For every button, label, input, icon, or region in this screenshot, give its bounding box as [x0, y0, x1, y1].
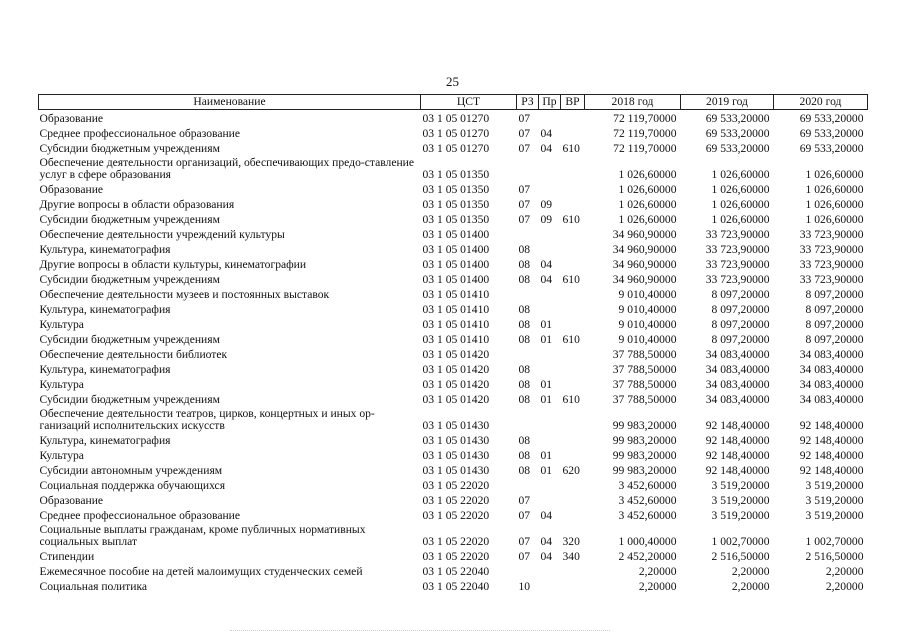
row-vr-cell: 610 — [562, 273, 580, 286]
row-vr-cell — [561, 196, 585, 211]
row-cst-cell: 03 1 05 01350 — [422, 168, 490, 181]
row-name-cell: Субсидии бюджетным учреждениям — [39, 333, 220, 346]
row-rz-cell: 07 — [518, 550, 531, 563]
row-2018-cell: 99 983,20000 — [612, 449, 677, 462]
row-2018-cell: 37 788,50000 — [612, 348, 677, 361]
row-rz-cell — [517, 346, 539, 361]
row-name-cell: Образование — [39, 494, 104, 507]
table-row — [39, 226, 868, 241]
row-rz-cell: 08 — [518, 378, 531, 391]
row-cst-cell: 03 1 05 01430 — [422, 464, 490, 477]
table-row — [39, 548, 868, 563]
row-2018-cell: 99 983,20000 — [612, 434, 677, 447]
row-2020-cell: 1 002,70000 — [805, 535, 864, 548]
row-name-cell: Субсидии бюджетным учреждениям — [39, 273, 220, 286]
row-name-cell: Обеспечение деятельности организаций, обеспечивающих предо-ставление услуг в сфере образования — [39, 156, 415, 181]
row-2019-cell: 92 148,40000 — [705, 419, 770, 432]
row-name-cell: Социальная поддержка обучающихся — [39, 479, 226, 492]
row-vr-cell — [561, 226, 585, 241]
row-2020-cell: 92 148,40000 — [799, 419, 864, 432]
row-vr-cell — [561, 346, 585, 361]
table-row — [39, 432, 868, 447]
row-cst-cell: 03 1 05 01350 — [422, 183, 490, 196]
row-2020-cell: 3 519,20000 — [805, 494, 864, 507]
row-rz-cell: 08 — [518, 303, 531, 316]
row-2020-cell: 33 723,90000 — [799, 228, 864, 241]
row-2018-cell: 72 119,70000 — [613, 127, 677, 140]
row-pr-cell — [539, 286, 561, 301]
table-row — [39, 507, 868, 522]
row-2019-cell: 33 723,90000 — [705, 273, 770, 286]
row-2020-cell: 69 533,20000 — [799, 127, 864, 140]
header-rz: РЗ — [517, 95, 539, 110]
table-row — [39, 346, 868, 361]
row-cst-cell: 03 1 05 01420 — [422, 378, 490, 391]
table-row — [39, 391, 868, 406]
row-2018-cell: 1 026,60000 — [618, 213, 677, 226]
row-2018-cell: 37 788,50000 — [612, 393, 677, 406]
row-2019-cell: 34 083,40000 — [705, 363, 770, 376]
row-name-cell: Субсидии бюджетным учреждениям — [39, 393, 220, 406]
row-2018-cell: 34 960,90000 — [612, 243, 677, 256]
row-name-cell: Социальные выплаты гражданам, кроме публичных нормативных социальных выплат — [39, 523, 366, 548]
row-pr-cell: 01 — [540, 393, 553, 406]
page-number: 25 — [446, 74, 459, 89]
row-pr-cell: 04 — [540, 142, 553, 155]
row-rz-cell — [517, 477, 539, 492]
row-vr-cell — [561, 507, 585, 522]
table-row — [39, 181, 868, 196]
row-2018-cell: 72 119,70000 — [613, 142, 677, 155]
row-name-cell: Другие вопросы в области образования — [39, 198, 235, 211]
row-name-cell: Обеспечение деятельности театров, цирков, концертных и иных ор-ганизаций исполнительских искусств — [39, 407, 375, 432]
row-2020-cell: 8 097,20000 — [805, 318, 864, 331]
table-row — [39, 211, 868, 226]
row-cst-cell: 03 1 05 01270 — [422, 127, 490, 140]
row-2019-cell: 33 723,90000 — [705, 243, 770, 256]
row-rz-cell: 07 — [518, 198, 531, 211]
row-vr-cell — [561, 406, 585, 432]
row-name-cell: Социальная политика — [39, 580, 148, 593]
row-name-cell: Культура — [39, 449, 84, 462]
header-2020: 2020 год — [774, 95, 868, 110]
row-cst-cell: 03 1 05 01400 — [422, 243, 490, 256]
table-row — [39, 155, 868, 181]
row-rz-cell: 07 — [518, 183, 531, 196]
row-cst-cell: 03 1 05 01350 — [422, 198, 490, 211]
table-row — [39, 196, 868, 211]
row-pr-cell: 04 — [540, 550, 553, 563]
row-2019-cell: 92 148,40000 — [705, 434, 770, 447]
row-2020-cell: 2,20000 — [825, 580, 864, 593]
row-pr-cell — [539, 181, 561, 196]
row-2019-cell: 69 533,20000 — [705, 142, 770, 155]
row-cst-cell: 03 1 05 01410 — [422, 318, 490, 331]
table-body — [39, 110, 868, 594]
row-2020-cell: 1 026,60000 — [805, 168, 864, 181]
row-2019-cell: 1 002,70000 — [711, 535, 770, 548]
row-pr-cell: 04 — [540, 273, 553, 286]
row-2018-cell: 34 960,90000 — [612, 258, 677, 271]
row-vr-cell — [561, 477, 585, 492]
row-pr-cell: 04 — [540, 258, 553, 271]
row-rz-cell: 07 — [518, 112, 531, 125]
row-2018-cell: 9 010,40000 — [618, 303, 677, 316]
row-name-cell: Культура — [39, 318, 84, 331]
row-2020-cell: 8 097,20000 — [805, 288, 864, 301]
row-2020-cell: 34 083,40000 — [799, 393, 864, 406]
row-pr-cell: 01 — [540, 318, 553, 331]
row-vr-cell: 610 — [562, 393, 580, 406]
row-pr-cell: 01 — [540, 464, 553, 477]
row-cst-cell: 03 1 05 01400 — [422, 258, 490, 271]
row-2019-cell: 2,20000 — [731, 580, 770, 593]
row-2019-cell: 1 026,60000 — [711, 168, 770, 181]
row-pr-cell — [539, 406, 561, 432]
table-row — [39, 125, 868, 140]
header-vr: ВР — [561, 95, 585, 110]
row-rz-cell: 08 — [518, 273, 531, 286]
row-2020-cell: 34 083,40000 — [799, 348, 864, 361]
table-row — [39, 578, 868, 593]
row-vr-cell — [561, 361, 585, 376]
row-cst-cell: 03 1 05 01420 — [422, 363, 490, 376]
row-cst-cell: 03 1 05 01400 — [422, 228, 490, 241]
row-cst-cell: 03 1 05 01400 — [422, 273, 490, 286]
row-2019-cell: 8 097,20000 — [711, 288, 770, 301]
row-vr-cell — [561, 110, 585, 126]
table-row — [39, 477, 868, 492]
row-rz-cell: 08 — [518, 449, 531, 462]
row-cst-cell: 03 1 05 01410 — [422, 288, 490, 301]
row-2019-cell: 34 083,40000 — [705, 393, 770, 406]
row-rz-cell — [517, 226, 539, 241]
table-row — [39, 301, 868, 316]
row-pr-cell — [539, 563, 561, 578]
table-row — [39, 140, 868, 155]
row-cst-cell: 03 1 05 22020 — [422, 535, 490, 548]
row-pr-cell: 09 — [540, 213, 553, 226]
row-vr-cell — [561, 155, 585, 181]
row-2019-cell: 8 097,20000 — [711, 333, 770, 346]
row-2020-cell: 1 026,60000 — [805, 183, 864, 196]
row-rz-cell — [517, 406, 539, 432]
row-cst-cell: 03 1 05 01420 — [422, 393, 490, 406]
row-2019-cell: 92 148,40000 — [705, 464, 770, 477]
row-2020-cell: 2,20000 — [825, 565, 864, 578]
table-header-row — [39, 95, 868, 110]
row-2019-cell: 2,20000 — [731, 565, 770, 578]
row-2018-cell: 9 010,40000 — [618, 333, 677, 346]
row-rz-cell: 07 — [518, 213, 531, 226]
row-rz-cell: 10 — [518, 580, 531, 593]
row-vr-cell — [561, 447, 585, 462]
row-2020-cell: 34 083,40000 — [799, 378, 864, 391]
row-pr-cell: 01 — [540, 449, 553, 462]
header-cst: ЦСТ — [421, 95, 517, 110]
header-pr: Пр — [539, 95, 561, 110]
row-2019-cell: 33 723,90000 — [705, 228, 770, 241]
row-2018-cell: 9 010,40000 — [618, 288, 677, 301]
row-2020-cell: 92 148,40000 — [799, 464, 864, 477]
table-row — [39, 447, 868, 462]
header-2019: 2019 год — [681, 95, 774, 110]
row-2020-cell: 3 519,20000 — [805, 509, 864, 522]
row-2019-cell: 8 097,20000 — [711, 318, 770, 331]
row-2018-cell: 34 960,90000 — [612, 273, 677, 286]
row-name-cell: Образование — [39, 183, 104, 196]
row-name-cell: Культура — [39, 378, 84, 391]
row-pr-cell — [539, 226, 561, 241]
row-rz-cell: 08 — [518, 464, 531, 477]
row-2020-cell: 3 519,20000 — [805, 479, 864, 492]
row-name-cell: Ежемесячное пособие на детей малоимущих студенческих семей — [39, 565, 363, 578]
row-cst-cell: 03 1 05 01270 — [422, 142, 490, 155]
row-2019-cell: 2 516,50000 — [711, 550, 770, 563]
row-2020-cell: 8 097,20000 — [805, 333, 864, 346]
row-vr-cell: 610 — [562, 142, 580, 155]
row-pr-cell: 01 — [540, 378, 553, 391]
row-vr-cell — [561, 241, 585, 256]
table-row — [39, 256, 868, 271]
row-rz-cell: 07 — [518, 509, 531, 522]
row-2020-cell: 33 723,90000 — [799, 243, 864, 256]
table-row — [39, 271, 868, 286]
row-cst-cell: 03 1 05 01430 — [422, 449, 490, 462]
row-2020-cell: 8 097,20000 — [805, 303, 864, 316]
row-cst-cell: 03 1 05 01270 — [422, 112, 490, 125]
row-cst-cell: 03 1 05 22020 — [422, 509, 490, 522]
row-2018-cell: 2 452,20000 — [618, 550, 677, 563]
row-rz-cell: 07 — [518, 535, 531, 548]
row-2019-cell: 8 097,20000 — [711, 303, 770, 316]
row-name-cell: Среднее профессиональное образование — [39, 127, 241, 140]
row-pr-cell — [539, 241, 561, 256]
row-2020-cell: 1 026,60000 — [805, 198, 864, 211]
row-vr-cell: 620 — [562, 464, 580, 477]
row-rz-cell: 08 — [518, 393, 531, 406]
row-pr-cell: 09 — [540, 198, 553, 211]
row-pr-cell: 04 — [540, 535, 553, 548]
row-pr-cell — [539, 477, 561, 492]
row-cst-cell: 03 1 05 22020 — [422, 479, 490, 492]
row-2018-cell: 37 788,50000 — [612, 363, 677, 376]
row-pr-cell — [539, 492, 561, 507]
row-2019-cell: 3 519,20000 — [711, 494, 770, 507]
row-vr-cell — [561, 578, 585, 593]
row-name-cell: Культура, кинематография — [39, 363, 171, 376]
row-vr-cell — [561, 256, 585, 271]
row-name-cell: Стипендии — [39, 550, 95, 563]
row-vr-cell — [561, 376, 585, 391]
row-2018-cell: 2,20000 — [638, 565, 677, 578]
row-name-cell: Обеспечение деятельности учреждений культуры — [39, 228, 285, 241]
row-cst-cell: 03 1 05 22040 — [422, 565, 490, 578]
row-2018-cell: 1 026,60000 — [618, 168, 677, 181]
row-vr-cell — [561, 125, 585, 140]
row-2019-cell: 1 026,60000 — [711, 213, 770, 226]
row-cst-cell: 03 1 05 01410 — [422, 333, 490, 346]
row-rz-cell — [517, 286, 539, 301]
row-rz-cell: 07 — [518, 127, 531, 140]
row-2018-cell: 99 983,20000 — [612, 419, 677, 432]
row-2018-cell: 9 010,40000 — [618, 318, 677, 331]
table-row — [39, 563, 868, 578]
row-name-cell: Другие вопросы в области культуры, кинематографии — [39, 258, 307, 271]
row-2018-cell: 2,20000 — [638, 580, 677, 593]
row-2019-cell: 1 026,60000 — [711, 183, 770, 196]
table-row — [39, 492, 868, 507]
row-cst-cell: 03 1 05 01420 — [422, 348, 490, 361]
row-2018-cell: 37 788,50000 — [612, 378, 677, 391]
row-rz-cell: 08 — [518, 363, 531, 376]
row-2020-cell: 92 148,40000 — [799, 434, 864, 447]
row-name-cell: Культура, кинематография — [39, 434, 171, 447]
row-name-cell: Обеспечение деятельности музеев и постоянных выставок — [39, 288, 330, 301]
row-rz-cell: 07 — [518, 494, 531, 507]
row-cst-cell: 03 1 05 01410 — [422, 303, 490, 316]
row-cst-cell: 03 1 05 01350 — [422, 213, 490, 226]
table-row — [39, 241, 868, 256]
row-2019-cell: 92 148,40000 — [705, 449, 770, 462]
row-name-cell: Культура, кинематография — [39, 243, 171, 256]
row-2020-cell: 2 516,50000 — [805, 550, 864, 563]
row-rz-cell: 08 — [518, 258, 531, 271]
table-row — [39, 462, 868, 477]
table-row — [39, 361, 868, 376]
row-2018-cell: 1 026,60000 — [618, 183, 677, 196]
row-pr-cell — [539, 432, 561, 447]
row-name-cell: Среднее профессиональное образование — [39, 509, 241, 522]
table-row — [39, 286, 868, 301]
row-vr-cell — [561, 492, 585, 507]
row-vr-cell — [561, 286, 585, 301]
row-2020-cell: 34 083,40000 — [799, 363, 864, 376]
row-cst-cell: 03 1 05 01430 — [422, 434, 490, 447]
row-vr-cell — [561, 316, 585, 331]
row-2019-cell: 1 026,60000 — [711, 198, 770, 211]
row-pr-cell — [539, 361, 561, 376]
row-name-cell: Обеспечение деятельности библиотек — [39, 348, 228, 361]
row-2019-cell: 33 723,90000 — [705, 258, 770, 271]
row-2019-cell: 3 519,20000 — [711, 479, 770, 492]
row-rz-cell — [517, 155, 539, 181]
row-rz-cell: 08 — [518, 318, 531, 331]
row-cst-cell: 03 1 05 22040 — [422, 580, 490, 593]
row-2019-cell: 3 519,20000 — [711, 509, 770, 522]
row-pr-cell — [539, 155, 561, 181]
row-vr-cell: 320 — [562, 535, 580, 548]
row-2018-cell: 3 452,60000 — [618, 479, 677, 492]
row-pr-cell: 04 — [540, 127, 553, 140]
row-2020-cell: 69 533,20000 — [799, 142, 864, 155]
table-row — [39, 376, 868, 391]
row-vr-cell — [561, 563, 585, 578]
row-2019-cell: 69 533,20000 — [705, 112, 770, 125]
row-pr-cell — [539, 301, 561, 316]
budget-table — [38, 94, 868, 593]
row-2018-cell: 3 452,60000 — [618, 494, 677, 507]
row-2018-cell: 1 026,60000 — [618, 198, 677, 211]
row-vr-cell — [561, 432, 585, 447]
row-2019-cell: 34 083,40000 — [705, 378, 770, 391]
row-vr-cell: 610 — [562, 333, 580, 346]
row-2019-cell: 34 083,40000 — [705, 348, 770, 361]
row-2020-cell: 92 148,40000 — [799, 449, 864, 462]
row-rz-cell — [517, 563, 539, 578]
row-vr-cell: 610 — [562, 213, 580, 226]
table-row — [39, 406, 868, 432]
row-pr-cell: 01 — [540, 333, 553, 346]
row-pr-cell — [539, 110, 561, 126]
row-pr-cell — [539, 578, 561, 593]
row-rz-cell: 07 — [518, 142, 531, 155]
scan-artifact — [230, 630, 610, 632]
row-2018-cell: 72 119,70000 — [613, 112, 677, 125]
row-pr-cell: 04 — [540, 509, 553, 522]
table-row — [39, 110, 868, 126]
row-vr-cell: 340 — [562, 550, 580, 563]
row-cst-cell: 03 1 05 01430 — [422, 419, 490, 432]
row-name-cell: Субсидии бюджетным учреждениям — [39, 213, 220, 226]
row-name-cell: Субсидии автономным учреждениям — [39, 464, 223, 477]
row-2018-cell: 99 983,20000 — [612, 464, 677, 477]
header-2018: 2018 год — [585, 95, 681, 110]
row-rz-cell: 08 — [518, 434, 531, 447]
row-2018-cell: 3 452,60000 — [618, 509, 677, 522]
row-2020-cell: 33 723,90000 — [799, 273, 864, 286]
table-row — [39, 331, 868, 346]
table-row — [39, 316, 868, 331]
row-2020-cell: 33 723,90000 — [799, 258, 864, 271]
row-cst-cell: 03 1 05 22020 — [422, 494, 490, 507]
header-name: Наименование — [39, 95, 421, 110]
row-vr-cell — [561, 301, 585, 316]
row-cst-cell: 03 1 05 22020 — [422, 550, 490, 563]
row-vr-cell — [561, 181, 585, 196]
table-row — [39, 522, 868, 548]
row-2020-cell: 1 026,60000 — [805, 213, 864, 226]
row-name-cell: Субсидии бюджетным учреждениям — [39, 142, 220, 155]
row-name-cell: Образование — [39, 112, 104, 125]
row-2019-cell: 69 533,20000 — [705, 127, 770, 140]
row-rz-cell: 08 — [518, 333, 531, 346]
row-2018-cell: 34 960,90000 — [612, 228, 677, 241]
row-pr-cell — [539, 346, 561, 361]
row-name-cell: Культура, кинематография — [39, 303, 171, 316]
row-2018-cell: 1 000,40000 — [618, 535, 677, 548]
row-rz-cell: 08 — [518, 243, 531, 256]
row-2020-cell: 69 533,20000 — [799, 112, 864, 125]
